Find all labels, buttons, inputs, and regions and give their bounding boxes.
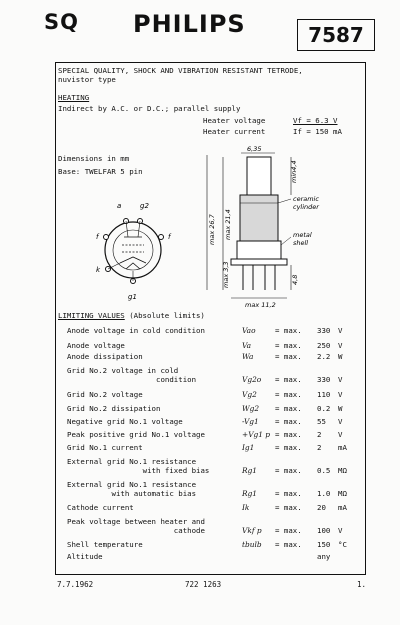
callout-shell: shell: [293, 239, 309, 247]
row-symbol: Vkf p: [242, 526, 262, 535]
row-label: Peak positive grid No.1 voltage: [67, 430, 205, 439]
row-unit: W: [338, 404, 343, 413]
row-value: 2: [317, 443, 322, 452]
row-unit: °C: [338, 540, 347, 549]
row-unit: MΩ: [338, 489, 347, 498]
row-unit: W: [338, 352, 343, 361]
row-value: 2.2: [317, 352, 331, 361]
row-condition: = max.: [275, 503, 302, 512]
dim-48: 4,8: [291, 274, 299, 285]
row-unit: mA: [338, 443, 347, 452]
row-condition: = max.: [275, 326, 302, 335]
heater-voltage-label: Heater voltage: [203, 116, 266, 125]
dim-max33: max 3,3: [222, 261, 230, 288]
row-label: Cathode current: [67, 503, 134, 512]
tube-outline-drawing: [195, 145, 365, 310]
footer-code: 722 1263: [185, 580, 222, 589]
row-value: 250: [317, 341, 331, 350]
row-unit: V: [338, 390, 343, 399]
row-condition: = max.: [275, 375, 302, 384]
pin-label-g1: g1: [128, 293, 137, 301]
row-label: Anode voltage in cold condition: [67, 326, 205, 335]
row-condition: = max.: [275, 404, 302, 413]
row-unit: MΩ: [338, 466, 347, 475]
row-unit: V: [338, 430, 343, 439]
row-symbol: +Vg1 p: [242, 430, 271, 439]
dimensions-note: Dimensions in mm: [58, 154, 130, 163]
heater-current-value: If = 150 mA: [293, 127, 342, 136]
row-value: any: [317, 552, 331, 561]
pin-label-g2: g2: [140, 202, 149, 210]
dim-max214: max 21,4: [224, 209, 232, 240]
row-symbol: Rg1: [242, 466, 257, 475]
row-value: 150: [317, 540, 331, 549]
row-unit: V: [338, 341, 343, 350]
callout-cylinder: cylinder: [293, 203, 319, 211]
row-label: Altitude: [67, 552, 103, 561]
limiting-subtitle: (Absolute limits): [129, 311, 205, 320]
base-note: Base: TWELFAR 5 pin: [58, 167, 143, 176]
heating-line: Indirect by A.C. or D.C.; parallel supply: [58, 104, 241, 113]
row-value: 0.5: [317, 466, 331, 475]
row-label: Grid No.2 voltage: [67, 390, 143, 399]
row-label: Grid No.2 dissipation: [67, 404, 161, 413]
row-unit: V: [338, 375, 343, 384]
heating-title: HEATING: [58, 93, 90, 102]
row-symbol: Wa: [242, 352, 254, 361]
heater-current-label: Heater current: [203, 127, 266, 136]
row-symbol: tbulb: [242, 540, 262, 549]
row-symbol: Rg1: [242, 489, 257, 498]
dim-min44: min4,4: [290, 160, 298, 183]
callout-metal: metal: [293, 231, 312, 239]
row-label: Negative grid No.1 voltage: [67, 417, 183, 426]
row-condition: = max.: [275, 540, 302, 549]
row-condition: = max.: [275, 489, 302, 498]
row-label: Grid No.1 current: [67, 443, 143, 452]
dim-max112: max 11,2: [245, 301, 276, 309]
callout-ceramic: ceramic: [293, 195, 319, 203]
row-label: External grid No.1 resistance with fixed bias: [67, 457, 210, 475]
row-symbol: Vao: [242, 326, 256, 335]
row-value: 0.2: [317, 404, 331, 413]
row-unit: V: [338, 417, 343, 426]
row-label: Grid No.2 voltage in cold condition: [67, 366, 197, 384]
row-value: 100: [317, 526, 331, 535]
row-value: 20: [317, 503, 326, 512]
dim-top-width: 6,35: [247, 145, 262, 153]
row-condition: = max.: [275, 352, 302, 361]
row-unit: V: [338, 526, 343, 535]
row-value: 1.0: [317, 489, 331, 498]
row-symbol: -Vg1: [242, 417, 259, 426]
pin-label-k: k: [96, 266, 101, 274]
footer-date: 7.7.1962: [57, 580, 94, 589]
row-condition: = max.: [275, 341, 302, 350]
limiting-header: [58, 311, 205, 320]
heater-voltage-value: Vf = 6.3 V: [293, 116, 338, 125]
row-symbol: Vg2: [242, 390, 257, 399]
row-label: Shell temperature: [67, 540, 143, 549]
row-symbol: Va: [242, 341, 252, 350]
row-value: 2: [317, 430, 322, 439]
row-label: Peak voltage between heater and cathode: [67, 517, 205, 535]
row-unit: mA: [338, 503, 347, 512]
row-label: External grid No.1 resistance with automatic bias: [67, 480, 197, 498]
row-unit: V: [338, 326, 343, 335]
row-condition: = max.: [275, 430, 302, 439]
row-value: 110: [317, 390, 331, 399]
row-label: Anode voltage: [67, 341, 125, 350]
row-symbol: Ik: [242, 503, 250, 512]
pin-label-f-left: f: [96, 233, 99, 241]
row-condition: = max.: [275, 417, 302, 426]
row-label: Anode dissipation: [67, 352, 143, 361]
footer-page: 1.: [357, 580, 367, 589]
row-value: 330: [317, 375, 331, 384]
limiting-title: LIMITING VALUES: [58, 311, 125, 320]
pin-label-a: a: [117, 202, 122, 210]
row-symbol: Vg2o: [242, 375, 262, 384]
base-pin-diagram: [88, 195, 188, 305]
row-value: 330: [317, 326, 331, 335]
description: SPECIAL QUALITY, SHOCK AND VIBRATION RESISTANT TETRODE, nuvistor type: [58, 66, 303, 84]
row-symbol: Wg2: [242, 404, 260, 413]
row-condition: = max.: [275, 466, 302, 475]
dim-max267: max 26,7: [208, 214, 216, 245]
row-condition: = max.: [275, 526, 302, 535]
brand-logo: PHILIPS: [133, 10, 246, 38]
row-symbol: Ig1: [242, 443, 255, 452]
row-value: 55: [317, 417, 326, 426]
pin-label-f-right: f: [168, 233, 171, 241]
series-label: SQ: [44, 10, 79, 34]
row-condition: = max.: [275, 443, 302, 452]
type-number-box: 7587: [297, 19, 375, 51]
row-condition: = max.: [275, 390, 302, 399]
